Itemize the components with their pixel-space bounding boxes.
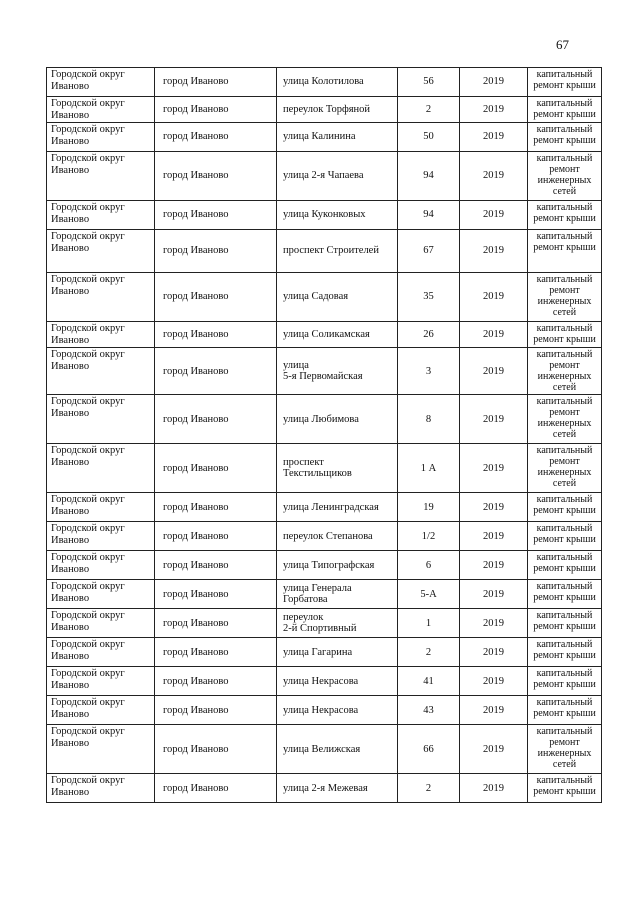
work-type-cell: капитальный ремонт крыши <box>528 667 602 696</box>
house-number-cell: 8 <box>398 395 460 444</box>
table-row <box>47 152 602 201</box>
city-cell: город Иваново <box>155 580 277 609</box>
table-row <box>47 97 602 123</box>
work-type-cell: капитальный ремонт крыши <box>528 322 602 348</box>
year-cell: 2019 <box>460 97 528 123</box>
street-cell: улица Любимова <box>277 395 398 444</box>
city-cell: город Иваново <box>155 68 277 97</box>
street-cell: улица Соликамская <box>277 322 398 348</box>
year-cell: 2019 <box>460 551 528 580</box>
city-cell: город Иваново <box>155 123 277 152</box>
house-number-cell: 19 <box>398 493 460 522</box>
city-cell: город Иваново <box>155 273 277 322</box>
city-cell: город Иваново <box>155 152 277 201</box>
street-cell: улица Типографская <box>277 551 398 580</box>
year-cell: 2019 <box>460 609 528 638</box>
work-type-cell: капитальный ремонт крыши <box>528 493 602 522</box>
district-cell: Городской округ Иваново <box>47 667 155 696</box>
city-cell: город Иваново <box>155 774 277 803</box>
house-number-cell: 66 <box>398 725 460 774</box>
city-cell: город Иваново <box>155 444 277 493</box>
table-row <box>47 395 602 444</box>
table-row <box>47 580 602 609</box>
district-cell: Городской округ Иваново <box>47 725 155 774</box>
table-row <box>47 273 602 322</box>
work-type-cell: капитальный ремонт крыши <box>528 696 602 725</box>
house-number-cell: 2 <box>398 774 460 803</box>
table-row <box>47 551 602 580</box>
district-cell: Городской округ Иваново <box>47 522 155 551</box>
city-cell: город Иваново <box>155 493 277 522</box>
city-cell: город Иваново <box>155 609 277 638</box>
district-cell: Городской округ Иваново <box>47 201 155 230</box>
street-cell: проспект Строителей <box>277 230 398 273</box>
work-type-cell: капитальный ремонт крыши <box>528 123 602 152</box>
work-type-cell: капитальный ремонт инженерных сетей <box>528 273 602 322</box>
district-cell: Городской округ Иваново <box>47 580 155 609</box>
district-cell: Городской округ Иваново <box>47 444 155 493</box>
house-number-cell: 50 <box>398 123 460 152</box>
street-cell: переулок 2-й Спортивный <box>277 609 398 638</box>
city-cell: город Иваново <box>155 97 277 123</box>
house-number-cell: 94 <box>398 201 460 230</box>
work-type-cell: капитальный ремонт инженерных сетей <box>528 395 602 444</box>
district-cell: Городской округ Иваново <box>47 68 155 97</box>
city-cell: город Иваново <box>155 230 277 273</box>
work-type-cell: капитальный ремонт крыши <box>528 609 602 638</box>
district-cell: Городской округ Иваново <box>47 348 155 395</box>
district-cell: Городской округ Иваново <box>47 696 155 725</box>
district-cell: Городской округ Иваново <box>47 395 155 444</box>
table-row <box>47 774 602 803</box>
table-row <box>47 68 602 97</box>
house-number-cell: 5-А <box>398 580 460 609</box>
street-cell: улица 2-я Чапаева <box>277 152 398 201</box>
house-number-cell: 1/2 <box>398 522 460 551</box>
work-type-cell: капитальный ремонт крыши <box>528 230 602 273</box>
year-cell: 2019 <box>460 444 528 493</box>
street-cell: улица Некрасова <box>277 696 398 725</box>
table-row <box>47 230 602 273</box>
street-cell: улица 2-я Межевая <box>277 774 398 803</box>
work-type-cell: капитальный ремонт инженерных сетей <box>528 444 602 493</box>
work-type-cell: капитальный ремонт инженерных сетей <box>528 348 602 395</box>
street-cell: улица Куконковых <box>277 201 398 230</box>
district-cell: Городской округ Иваново <box>47 273 155 322</box>
city-cell: город Иваново <box>155 667 277 696</box>
house-number-cell: 1 А <box>398 444 460 493</box>
district-cell: Городской округ Иваново <box>47 152 155 201</box>
district-cell: Городской округ Иваново <box>47 551 155 580</box>
year-cell: 2019 <box>460 123 528 152</box>
table-row <box>47 667 602 696</box>
year-cell: 2019 <box>460 395 528 444</box>
work-type-cell: капитальный ремонт крыши <box>528 774 602 803</box>
table-row <box>47 322 602 348</box>
repair-schedule-table <box>46 67 602 803</box>
house-number-cell: 26 <box>398 322 460 348</box>
work-type-cell: капитальный ремонт инженерных сетей <box>528 152 602 201</box>
table-row <box>47 348 602 395</box>
house-number-cell: 1 <box>398 609 460 638</box>
street-cell: переулок Степанова <box>277 522 398 551</box>
house-number-cell: 3 <box>398 348 460 395</box>
house-number-cell: 67 <box>398 230 460 273</box>
street-cell: проспект Текстильщиков <box>277 444 398 493</box>
year-cell: 2019 <box>460 580 528 609</box>
house-number-cell: 43 <box>398 696 460 725</box>
city-cell: город Иваново <box>155 522 277 551</box>
table-row <box>47 725 602 774</box>
district-cell: Городской округ Иваново <box>47 493 155 522</box>
house-number-cell: 56 <box>398 68 460 97</box>
work-type-cell: капитальный ремонт крыши <box>528 68 602 97</box>
year-cell: 2019 <box>460 68 528 97</box>
district-cell: Городской округ Иваново <box>47 123 155 152</box>
work-type-cell: капитальный ремонт крыши <box>528 580 602 609</box>
table-row <box>47 444 602 493</box>
city-cell: город Иваново <box>155 638 277 667</box>
work-type-cell: капитальный ремонт крыши <box>528 551 602 580</box>
district-cell: Городской округ Иваново <box>47 609 155 638</box>
district-cell: Городской округ Иваново <box>47 322 155 348</box>
year-cell: 2019 <box>460 230 528 273</box>
house-number-cell: 2 <box>398 638 460 667</box>
table-row <box>47 522 602 551</box>
year-cell: 2019 <box>460 152 528 201</box>
house-number-cell: 35 <box>398 273 460 322</box>
year-cell: 2019 <box>460 348 528 395</box>
city-cell: город Иваново <box>155 322 277 348</box>
work-type-cell: капитальный ремонт крыши <box>528 97 602 123</box>
house-number-cell: 2 <box>398 97 460 123</box>
street-cell: улица Ленинградская <box>277 493 398 522</box>
street-cell: улица 5-я Первомайская <box>277 348 398 395</box>
street-cell: улица Некрасова <box>277 667 398 696</box>
year-cell: 2019 <box>460 522 528 551</box>
city-cell: город Иваново <box>155 725 277 774</box>
street-cell: улица Гагарина <box>277 638 398 667</box>
street-cell: улица Колотилова <box>277 68 398 97</box>
year-cell: 2019 <box>460 493 528 522</box>
work-type-cell: капитальный ремонт крыши <box>528 201 602 230</box>
street-cell: улица Калинина <box>277 123 398 152</box>
year-cell: 2019 <box>460 201 528 230</box>
year-cell: 2019 <box>460 273 528 322</box>
table-body <box>47 68 602 803</box>
district-cell: Городской округ Иваново <box>47 97 155 123</box>
table-row <box>47 493 602 522</box>
street-cell: переулок Торфяной <box>277 97 398 123</box>
year-cell: 2019 <box>460 667 528 696</box>
city-cell: город Иваново <box>155 551 277 580</box>
city-cell: город Иваново <box>155 348 277 395</box>
house-number-cell: 41 <box>398 667 460 696</box>
city-cell: город Иваново <box>155 395 277 444</box>
house-number-cell: 94 <box>398 152 460 201</box>
city-cell: город Иваново <box>155 201 277 230</box>
year-cell: 2019 <box>460 322 528 348</box>
year-cell: 2019 <box>460 774 528 803</box>
table-row <box>47 123 602 152</box>
work-type-cell: капитальный ремонт крыши <box>528 638 602 667</box>
district-cell: Городской округ Иваново <box>47 230 155 273</box>
table-row <box>47 638 602 667</box>
work-type-cell: капитальный ремонт инженерных сетей <box>528 725 602 774</box>
street-cell: улица Генерала Горбатова <box>277 580 398 609</box>
year-cell: 2019 <box>460 638 528 667</box>
street-cell: улица Велижская <box>277 725 398 774</box>
year-cell: 2019 <box>460 696 528 725</box>
city-cell: город Иваново <box>155 696 277 725</box>
table-row <box>47 696 602 725</box>
table-row <box>47 201 602 230</box>
house-number-cell: 6 <box>398 551 460 580</box>
district-cell: Городской округ Иваново <box>47 774 155 803</box>
table-row <box>47 609 602 638</box>
work-type-cell: капитальный ремонт крыши <box>528 522 602 551</box>
page-number: 67 <box>556 37 569 52</box>
district-cell: Городской округ Иваново <box>47 638 155 667</box>
street-cell: улица Садовая <box>277 273 398 322</box>
year-cell: 2019 <box>460 725 528 774</box>
